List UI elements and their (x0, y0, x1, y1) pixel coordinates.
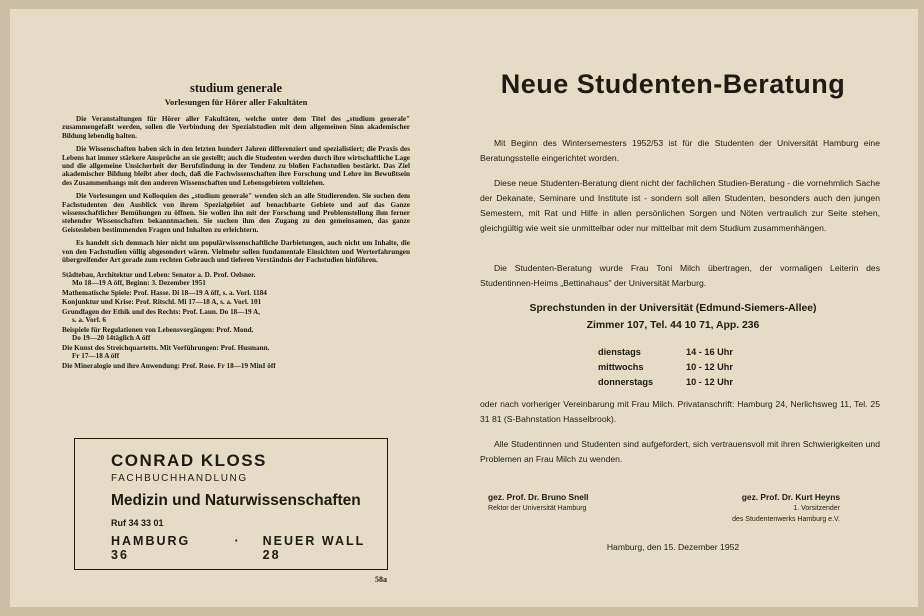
lecture-title: Städtebau, Architektur und Leben: Senator a. D. Prof. Oelsner. (62, 270, 256, 279)
lecture-item (62, 298, 410, 307)
hours-time: 10 - 12 Uhr (686, 362, 733, 372)
contact-paragraph: oder nach vorheriger Vereinbarung mit Frau Milch. Privatanschrift: Hamburg 24, Nerlichsweg 11, Tel. 25 31 81 (S-Bahnstation Hasselbrook). (480, 399, 880, 424)
hours-day: donnerstags (598, 377, 654, 387)
lecture-title: Beispiele für Regulationen von Lebensvorgängen: Prof. Mond. (62, 325, 254, 334)
lecture-schedule: Fr 17—18 A öff (72, 352, 120, 360)
lecture-item (62, 362, 410, 371)
body-paragraph: Die Vorlesungen und Kolloquien des „studium generale" wenden sich an alle Studierenden. Sie suchen dem Fachstudenten den Ausblick von ihrem Spezialgebiet auf benachbarte Gebiete und auf das Ganze wissenschaftlicher Bemühungen zu öffnen. Sie wollen ihn mit der Forschung und Problemstellung ihm ferner stehender Wissenschaften bekanntmachen. Sie suchen ihm den Zugang zu den gemeinsamen, das ganze Geistesleben bestimmenden Fragen und Inhalten zu erleichtern. (62, 192, 410, 234)
ad-phone: Ruf 34 33 01 (111, 518, 164, 528)
body-paragraph: Die Wissenschaften haben sich in den letzten hundert Jahren differenziert und spezialistiert; die Praxis des Lebens hat immer stärkere Ansprüche an sie gestellt; auch die Studenten werden durch ihre wirtschaftliche Lage und die allgemeine Unsicherheit der Berufsfindung in der Tendenz zu bloßen Fachstudien bestärkt. Das Ziel akademischer Bildung bleibt aber doch, daß die Fachwissenschaften ihre Forschung und Lehre im Bewußtsein des Zusammenhangs mit den anderen Wissenschaften und Lebensgebieten vollziehen. (62, 145, 410, 187)
intro-paragraph: Die Veranstaltungen für Hörer aller Fakultäten, welche unter dem Titel des „studium generale" zusammengefaßt werden, sollen die Verbindung der Spezialstudien mit dem allgemeinen Sinn akademischer Bildung lebendig halten. (62, 115, 410, 140)
ad-address-separator: · (234, 534, 241, 548)
signature-rector (488, 492, 589, 514)
body-paragraph: Die Studenten-Beratung wurde Frau Toni Milch übertragen, der vormaligen Leiterin des Studentinnen-Heims „Bettinahaus" der Universität Marburg. (480, 263, 880, 288)
signature-title: 1. Vorsitzender (793, 505, 840, 512)
ad-address-city: HAMBURG 36 (111, 534, 191, 562)
office-hours-table (598, 347, 733, 392)
signature-title: Rektor der Universität Hamburg (488, 505, 587, 512)
ad-specialty: Medizin und Naturwissenschaften (111, 492, 361, 509)
lecture-title: Mathematische Spiele: Prof. Hasse. Di 18—19 A öff, s. a. Vorl. 1184 (62, 288, 267, 297)
page-subtitle: Vorlesungen für Hörer aller Fakultäten (164, 97, 308, 107)
ad-company-type: FACHBUCHHANDLUNG (111, 473, 248, 484)
page-title: studium generale (189, 81, 282, 95)
signature-name: gez. Prof. Dr. Bruno Snell (488, 492, 589, 502)
lecture-title: Die Mineralogie und ihre Anwendung: Prof. Rose. Fr 18—19 MinI öff (62, 361, 276, 370)
bookstore-advertisement (74, 438, 388, 570)
signature-name: gez. Prof. Dr. Kurt Heyns (741, 492, 840, 502)
intro-paragraph: Mit Beginn des Wintersemesters 1952/53 ist für die Studenten der Universität Hamburg eine Beratungsstelle eingerichtet worden. (480, 138, 880, 163)
hours-row (598, 362, 733, 377)
hours-day: dienstags (598, 347, 641, 357)
page-title: Neue Studenten-Beratung (500, 69, 846, 99)
office-hours-heading: Sprechstunden in der Universität (Edmund-Siemers-Allee) (529, 303, 817, 314)
signature-chairman (710, 492, 840, 525)
right-page (428, 9, 918, 607)
lecture-title: Die Kunst des Streichquartetts. Mit Vorführungen: Prof. Husmann. (62, 343, 270, 352)
lecture-title: Grundlagen der Ethik und des Rechts: Prof. Laun. Do 18—19 A, (62, 307, 261, 316)
ad-company-name: CONRAD KLOSS (111, 451, 267, 470)
lecture-schedule: Do 19—20 14täglich A öff (72, 334, 151, 342)
hours-row (598, 377, 733, 392)
closing-paragraph: Alle Studentinnen und Studenten sind aufgefordert, sich vertrauensvoll mit ihren Schwierigkeiten und Problemen an Frau Milch zu wenden. (480, 439, 880, 464)
ad-address-street: NEUER WALL 28 (262, 534, 366, 562)
lecture-list (62, 271, 410, 371)
body-paragraph: Es handelt sich demnach hier nicht um populärwissenschaftliche Darbietungen, auch nicht um Inhalte, die von den Fachstudien völlig abgesondert wären. Vielmehr sollen fundamentale Einsichten und Werterfahrungen übergreifender Art gerade zum rechten Gebrauch und tieferen Verständnis der Fachstudien hinführen. (62, 239, 410, 265)
lecture-schedule: Mo 18—19 A öff, Beginn: 3. Dezember 1951 (72, 279, 206, 287)
left-page (10, 9, 448, 607)
body-paragraph: Diese neue Studenten-Beratung dient nicht der fachlichen Studien-Beratung - die vornehmlich Sache der Dekanate, Seminare und Institute ist - sondern soll allen Studenten, besonders auch den jungen Semestern, mit Rat und Hilfe in allen persönlichen Sorgen und Nöten vertraulich zur Seite stehen, gleichgültig wie weit sie unmittelbar oder nur mittelbar mit dem Studium zusammenhängen. (480, 178, 880, 233)
ad-address (111, 534, 387, 562)
lecture-item (62, 326, 410, 343)
page-number: 58a (375, 575, 387, 584)
room-line: Zimmer 107, Tel. 44 10 71, App. 236 (586, 320, 760, 331)
document-date: Hamburg, den 15. Dezember 1952 (606, 542, 740, 552)
lecture-item (62, 308, 410, 325)
hours-row (598, 347, 733, 362)
lecture-title: Konjunktur und Krise: Prof. Ritschl. Mi 17—18 A, s. a. Vorl. 101 (62, 298, 262, 306)
hours-day: mittwochs (598, 362, 644, 372)
hours-time: 14 - 16 Uhr (686, 347, 733, 357)
lecture-item (62, 344, 410, 361)
lecture-schedule: s. a. Vorl. 6 (72, 316, 106, 324)
hours-time: 10 - 12 Uhr (686, 377, 733, 387)
signature-title: des Studentenwerks Hamburg e.V. (732, 516, 840, 523)
lecture-item (62, 289, 410, 298)
lecture-item (62, 271, 410, 288)
